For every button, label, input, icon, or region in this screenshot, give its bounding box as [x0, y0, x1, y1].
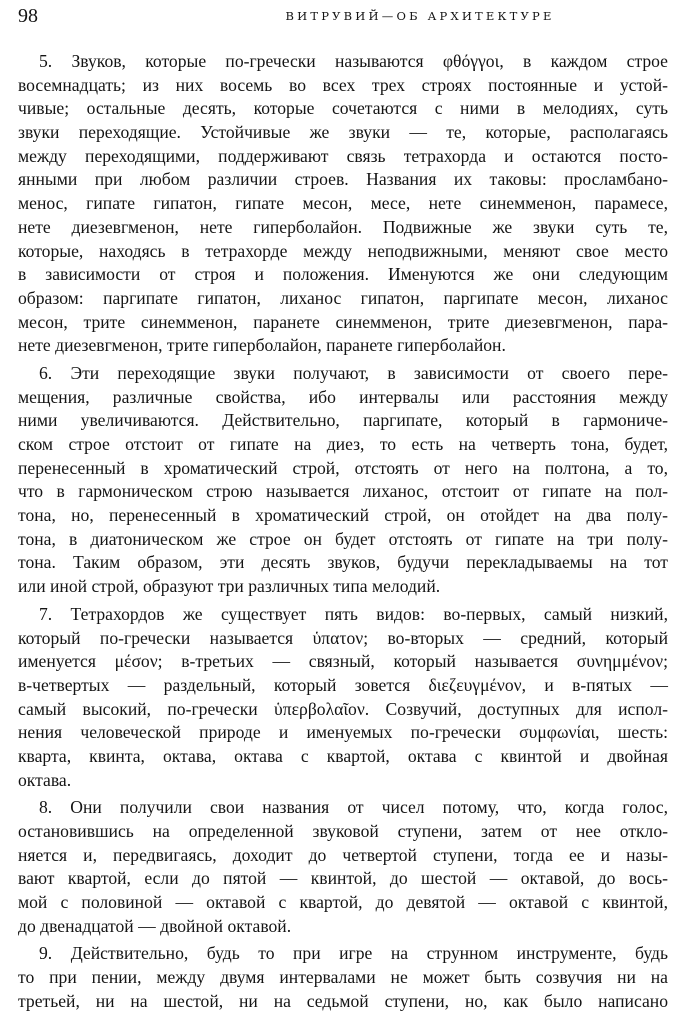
text-line: янными при любом различии строев. Названия их таковы: просламбано-: [18, 169, 668, 190]
text-line: 8. Они получили свои названия от чисел потому, что, когда голос,: [39, 797, 668, 818]
text-line: перенесенный в хроматический строй, отстоять от него на полтона, а то,: [18, 457, 668, 478]
text-line: няется и, передвигаясь, доходит до четвертой ступени, тогда ее и назы-: [18, 844, 668, 865]
text-line: остановившись на определенной звуковой ступени, затем от нее откло-: [18, 821, 668, 841]
text-line: самый высокий, по-гречески ὑπερβολαῖον. Созвучий, доступных для испол-: [18, 698, 668, 719]
paragraph: [18, 942, 668, 1013]
text-line: мещения, различные свойства, ибо интервалы или расстояния между: [18, 386, 668, 407]
page-number: 98: [18, 5, 38, 27]
paragraph: [18, 50, 668, 358]
text-line: 6. Эти переходящие звуки получают, в зависимости от своего пере-: [39, 362, 668, 383]
text-line: чивые; остальные десять, которые сочетаются с ними в мелодиях, суть: [18, 98, 668, 119]
text-line: которые, находясь в тетрахорде между неподвижными, меняют свое место: [18, 240, 668, 261]
text-line: что в гармоническом строю называется лиханос, отстоит от гипате на пол-: [18, 481, 668, 502]
text-line: именуется μέσον; в-третьих — связный, который называется συνημμένον;: [18, 651, 668, 672]
body-text: [18, 50, 668, 1014]
page-header: [18, 3, 672, 29]
text-line: мой с половиной — октавой с квартой, до девятой — октавой с квинтой,: [18, 892, 668, 913]
text-line: восемнадцать; из них восемь во всех трех строях постоянные и устой-: [18, 74, 668, 95]
text-line: ском строе отстоит от гипате на диез, то есть на четверть тона, будет,: [18, 434, 668, 454]
text-line: нете диезевгменон, трите гиперболайон, паранете гиперболайон.: [18, 335, 506, 356]
paragraph: [18, 362, 668, 599]
text-line: менос, гипате гипатон, гипате месон, месе, нете синемменон, парамесе,: [18, 193, 668, 214]
text-line: вают квартой, если до пятой — квинтой, до шестой — октавой, до вось-: [18, 868, 668, 889]
text-line: звуки переходящие. Устойчивые же звуки — те, которые, располагаясь: [18, 122, 668, 143]
text-line: нения человеческой природе и именуемых по-гречески συμφωνίαι, шесть:: [18, 722, 668, 743]
text-line: тона, в диатоническом же строе он будет отстоять от гипате на три полу-: [18, 528, 668, 549]
text-line: 9. Действительно, будь то при игре на струнном инструменте, будь: [39, 943, 668, 964]
paragraph: [18, 796, 668, 938]
text-line: то при пении, между двумя интервалами не может быть созвучия ни на: [18, 967, 668, 988]
text-line: в-четвертых — раздельный, который зовется διεζευγμένον, и в-пятых —: [18, 674, 668, 695]
text-line: месон, трите синемменон, паранете синемменон, трите диезевгменон, пара-: [18, 311, 668, 332]
running-head: ВИТРУВИЙ—ОБ АРХИТЕКТУРЕ: [285, 9, 555, 23]
text-line: между переходящими, поддерживают связь тетрахорда и остаются посто-: [18, 145, 668, 166]
text-line: до двенадцатой — двойной октавой.: [18, 915, 292, 936]
text-line: тона. Таким образом, эти десять звуков, будучи перекладываемы на тот: [18, 552, 668, 573]
text-line: или иной строй, образуют три различных типа мелодий.: [18, 576, 441, 597]
text-line: третьей, ни на шестой, ни на седьмой ступени, но, как было написано: [18, 990, 668, 1011]
text-line: кварта, квинта, октава, октава с квартой, октава с квинтой и двойная: [18, 745, 668, 766]
text-line: ними увеличиваются. Действительно, паргипате, который в гармониче-: [18, 410, 668, 431]
text-line: 7. Тетрахордов же существует пять видов: во-первых, самый низкий,: [39, 603, 668, 624]
paragraph: [18, 603, 668, 793]
text-line: нете диезевгменон, нете гиперболайон. Подвижные же звуки суть те,: [18, 216, 668, 237]
text-line: в зависимости от строя и положения. Именуются же они следующим: [18, 264, 668, 285]
text-line: который по-гречески называется ὑπατον; во-вторых — средний, который: [18, 627, 668, 648]
text-line: образом: паргипате гипатон, лиханос гипатон, паргипате месон, лиханос: [18, 287, 668, 308]
text-line: октава.: [18, 769, 72, 790]
text-line: 5. Звуков, которые по-гречески называются φθόγγοι, в каждом строе: [39, 51, 668, 71]
text-line: тона, но, перенесенный в хроматический строй, он отойдет на два полу-: [18, 505, 668, 526]
